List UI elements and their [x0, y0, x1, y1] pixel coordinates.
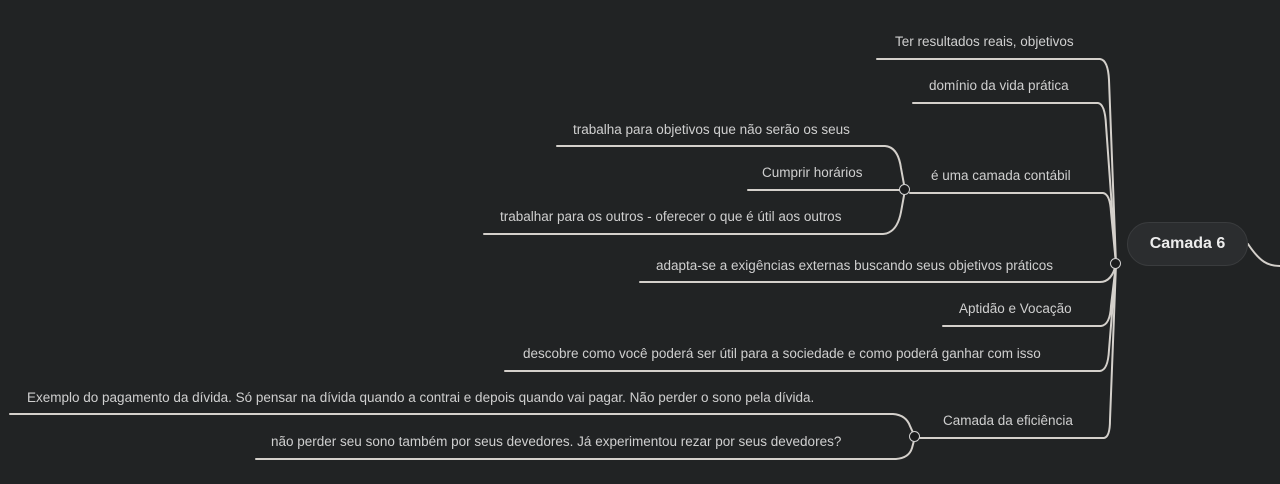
topic-aptidao[interactable]: Aptidão e Vocação — [959, 301, 1072, 316]
topic-camada-contabil[interactable]: é uma camada contábil — [931, 168, 1071, 183]
topic-descobre[interactable]: descobre como você poderá ser útil para a sociedade e como poderá ganhar com isso — [523, 346, 1041, 361]
central-topic-label: Camada 6 — [1149, 235, 1226, 252]
subtopic-nao-perder-sono[interactable]: não perder seu sono também por seus devedores. Já experimentou rezar por seus devedores? — [271, 434, 842, 449]
subtopic-trabalha-para[interactable]: trabalha para objetivos que não serão os seus — [573, 122, 850, 137]
topic-adapta[interactable]: adapta-se a exigências externas buscando seus objetivos práticos — [656, 258, 1053, 273]
topic-camada-eficiencia[interactable]: Camada da eficiência — [943, 413, 1073, 428]
hub-dot-central[interactable] — [1110, 258, 1121, 269]
topic-dominio[interactable]: domínio da vida prática — [929, 78, 1069, 93]
hub-dot-eficiencia[interactable] — [909, 431, 920, 442]
subtopic-trabalhar-outros[interactable]: trabalhar para os outros - oferecer o que é útil aos outros — [500, 209, 842, 224]
hub-dot-contabil[interactable] — [899, 184, 910, 195]
central-topic[interactable] — [1127, 222, 1248, 266]
subtopic-cumprir-horarios[interactable]: Cumprir horários — [762, 165, 863, 180]
topic-ter-resultados[interactable]: Ter resultados reais, objetivos — [895, 34, 1074, 49]
subtopic-exemplo-divida[interactable]: Exemplo do pagamento da dívida. Só pensar na dívida quando a contrai e depois quando vai pagar. Não perder o sono pela dívida. — [27, 390, 815, 405]
